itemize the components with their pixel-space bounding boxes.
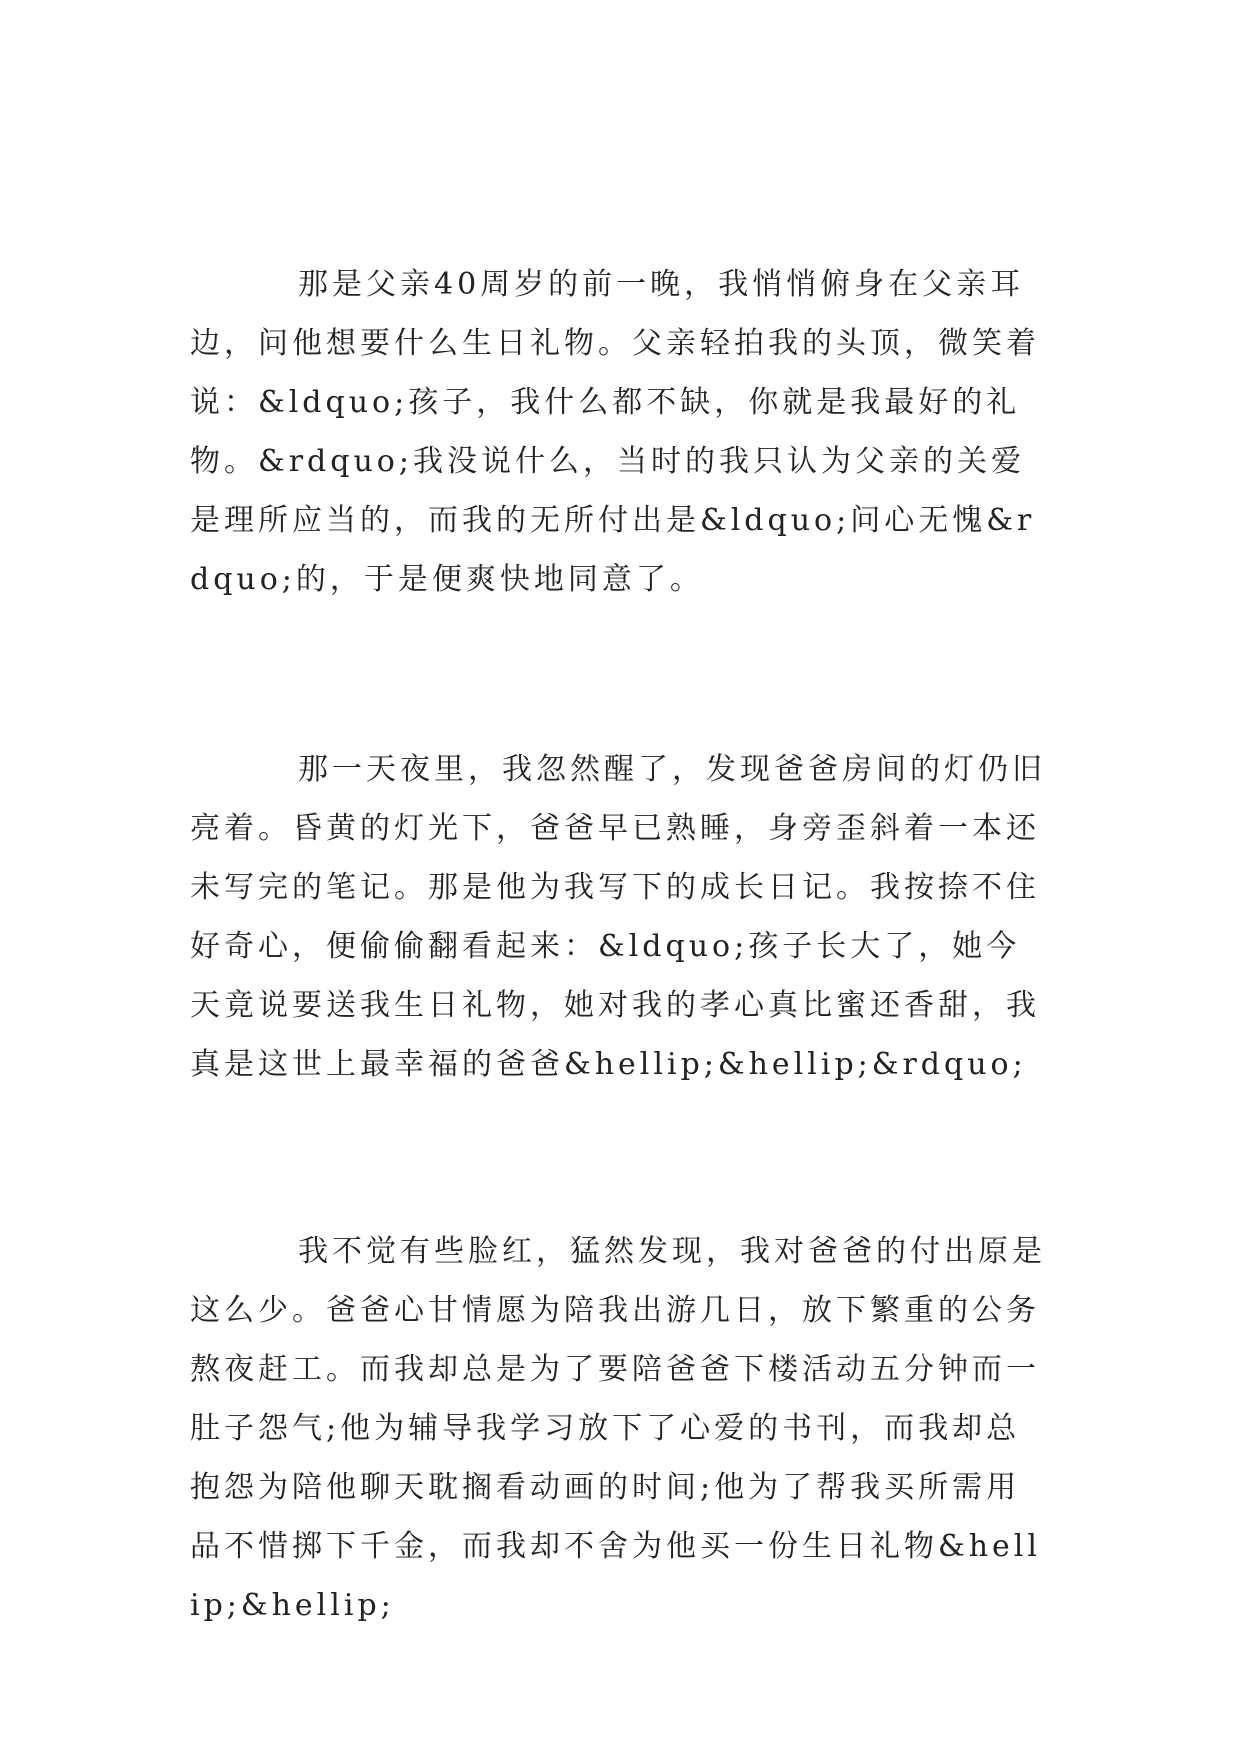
paragraph-3: 我不觉有些脸红，猛然发现，我对爸爸的付出原是这么少。爸爸心甘情愿为陪我出游几日，放下繁重的公务熬夜赶工。而我却总是为了要陪爸爸下楼活动五分钟而一肚子怨气;他为辅导我学习放下了心爱的书刊，而我却总抱怨为陪他聊天耽搁看动画的时间;他为了帮我买所需用品不惜掷下千金，而我却不舍为他买一份生日礼物&hellip;&hellip;	[190, 1234, 1046, 1623]
paragraph-1: 那是父亲40周岁的前一晚，我悄悄俯身在父亲耳边，问他想要什么生日礼物。父亲轻拍我的头顶，微笑着说：&ldquo;孩子，我什么都不缺，你就是我最好的礼物。&rdquo;我没说什么，当时的我只认为父亲的关爱是理所应当的，而我的无所付出是&ldquo;问心无愧&rdquo;的，于是便爽快地同意了。	[190, 267, 1040, 597]
paragraph-2: 那一天夜里，我忽然醒了，发现爸爸房间的灯仍旧亮着。昏黄的灯光下，爸爸早已熟睡，身旁歪斜着一本还未写完的笔记。那是他为我写下的成长日记。我按捺不住好奇心，便偷偷翻看起来：&ldquo;孩子长大了，她今天竟说要送我生日礼物，她对我的孝心真比蜜还香甜，我真是这世上最幸福的爸爸&hellip;&hellip;&rdquo;	[190, 752, 1046, 1082]
